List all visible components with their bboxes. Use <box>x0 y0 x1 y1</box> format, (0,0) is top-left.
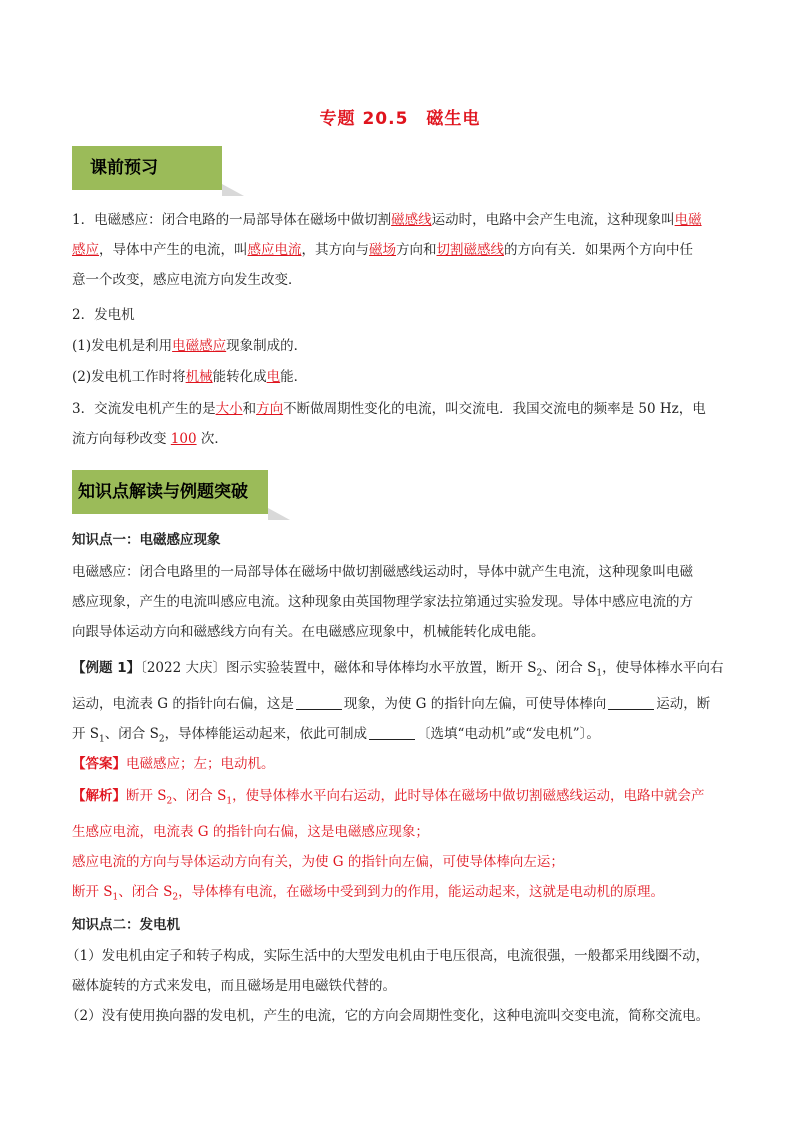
text: 断开 S <box>72 883 113 900</box>
text: 向跟导体运动方向和磁感线方向有关。在电磁感应现象中，机械能转化成电能。 <box>72 624 545 640</box>
text: 、闭合 S <box>104 725 159 742</box>
text: 运动，电流表 G 的指针向右偏，这是 <box>72 695 294 712</box>
text: 图示实验装置中，磁体和导体棒均水平放置，断开 S <box>226 660 537 676</box>
answer-text: 电磁感应；左；电动机。 <box>126 756 275 772</box>
text: （2）没有使用换向器的发电机，产生的电流，它的方向会周期性变化，这种电流叫交变电流，简称交流电。 <box>66 1008 710 1024</box>
subscript: 2 <box>172 892 179 903</box>
answer-blank <box>296 695 342 710</box>
text: 意一个改变，感应电流方向发生改变． <box>72 272 302 288</box>
answer-fill: 磁感线 <box>391 212 432 228</box>
subscript: 1 <box>596 668 603 679</box>
analysis-tag: 【解析】 <box>72 788 126 804</box>
preview-item-1 <box>72 205 732 295</box>
example-source: 〔2022 大庆〕 <box>140 660 226 676</box>
text: ，其方向与 <box>301 242 369 258</box>
text: 次． <box>196 431 228 447</box>
text: 现象，为使 G 的指针向左偏，可使导体棒向 <box>343 695 607 712</box>
answer-fill: 电磁感应 <box>172 338 227 354</box>
preview-item-2-2 <box>72 362 732 392</box>
knowledge-point-2-text <box>66 941 746 1031</box>
text: ，使导体棒水平向右 <box>602 660 724 676</box>
banner-shadow-triangle <box>222 184 244 196</box>
answer-fill: 切割磁感线 <box>436 242 504 258</box>
answer-fill: 感应电流 <box>247 242 302 258</box>
text: 〔选填“电动机”或“发电机”〕。 <box>417 725 600 742</box>
answer-blank <box>369 725 415 740</box>
knowledge-point-1-text <box>72 557 732 647</box>
answer-fill: 机械 <box>185 369 213 385</box>
text: (1)发电机是利用 <box>72 338 173 354</box>
text: 、闭合 S <box>542 660 597 676</box>
knowledge-point-1-heading: 知识点一：电磁感应现象 <box>72 532 221 548</box>
text: ，使导体棒水平向右运动，此时导体在磁场中做切割磁感线运动，电路中就会产 <box>232 788 705 804</box>
text: 能转化成 <box>212 369 267 385</box>
example-1-analysis <box>72 781 732 912</box>
page-title: 专题 20.5 磁生电 <box>319 109 481 129</box>
text: 的方向有关．如果两个方向中任 <box>504 242 693 258</box>
section-title-knowledge: 知识点解读与例题突破 <box>72 470 268 514</box>
example-tag: 【例题 1】 <box>72 660 141 676</box>
answer-fill: 大小 <box>215 401 243 417</box>
text: 方向和 <box>396 242 437 258</box>
answer-fill: 磁场 <box>369 242 396 258</box>
answer-fill: 感应 <box>72 242 99 258</box>
subscript: 1 <box>112 892 119 903</box>
subscript: 2 <box>166 796 173 807</box>
answer-fill: 电 <box>266 369 281 385</box>
text: (2)发电机工作时将 <box>72 369 186 385</box>
text: 和 <box>242 401 257 417</box>
text: ，导体中产生的电流，叫 <box>99 242 248 258</box>
text: 3．交流发电机产生的是 <box>72 401 216 417</box>
answer-fill: 方向 <box>256 401 284 417</box>
text: 断开 S <box>126 788 167 804</box>
text: 电磁感应：闭合电路里的一局部导体在磁场中做切割磁感线运动时，导体中就产生电流，这种现象叫电磁 <box>72 564 693 580</box>
answer-fill: 电磁 <box>674 212 702 228</box>
example-1-question <box>72 653 732 754</box>
text: 生感应电流，电流表 G 的指针向右偏，这是电磁感应现象； <box>72 823 429 840</box>
preview-item-2-1 <box>72 331 732 361</box>
text: 1．电磁感应：闭合电路的一局部导体在磁场中做切割 <box>72 212 392 228</box>
text: 、闭合 S <box>172 788 227 804</box>
text: 感应现象，产生的电流叫感应电流。这种现象由英国物理学家法拉第通过实验发现。导体中感应电流的方 <box>72 594 693 610</box>
text: 运动时，电路中会产生电流，这种现象叫 <box>431 212 675 228</box>
example-1-answer <box>72 749 732 779</box>
section-banner-preview <box>72 146 252 190</box>
banner-shadow-triangle <box>268 508 290 520</box>
answer-blank <box>608 695 654 710</box>
text: 开 S <box>72 725 100 742</box>
subscript: 2 <box>536 668 543 679</box>
subscript: 2 <box>158 734 165 745</box>
text: 磁体旋转的方式来发电，而且磁场是用电磁铁代替的。 <box>72 978 396 994</box>
preview-item-2: 2．发电机 <box>72 307 135 323</box>
text: 感应电流的方向与导体运动方向有关，为使 G 的指针向左偏，可使导体棒向左运； <box>72 853 564 870</box>
section-title-preview: 课前预习 <box>72 146 222 190</box>
text: 能． <box>280 369 308 385</box>
text: ，导体棒能运动起来，依此可制成 <box>164 725 368 742</box>
text: 现象制成的． <box>226 338 308 354</box>
answer-tag: 【答案】 <box>72 756 126 772</box>
text: （1）发电机由定子和转子构成，实际生活中的大型发电机由于电压很高，电流很强，一般都采用线圈不动， <box>66 948 710 964</box>
text: 不断做周期性变化的电流，叫交流电．我国交流电的频率是 50 Hz，电 <box>283 401 706 417</box>
text: 运动，断 <box>656 695 711 712</box>
answer-fill: 100 <box>170 431 197 447</box>
text: 、闭合 S <box>118 883 173 900</box>
preview-item-3 <box>72 394 732 454</box>
subscript: 1 <box>99 734 105 745</box>
section-banner-knowledge <box>72 470 292 514</box>
subscript: 1 <box>226 796 233 807</box>
text: ，导体棒有电流，在磁场中受到到力的作用，能运动起来，这就是电动机的原理。 <box>178 883 665 900</box>
knowledge-point-2-heading: 知识点二：发电机 <box>72 917 180 933</box>
text: 流方向每秒改变 <box>72 431 171 447</box>
